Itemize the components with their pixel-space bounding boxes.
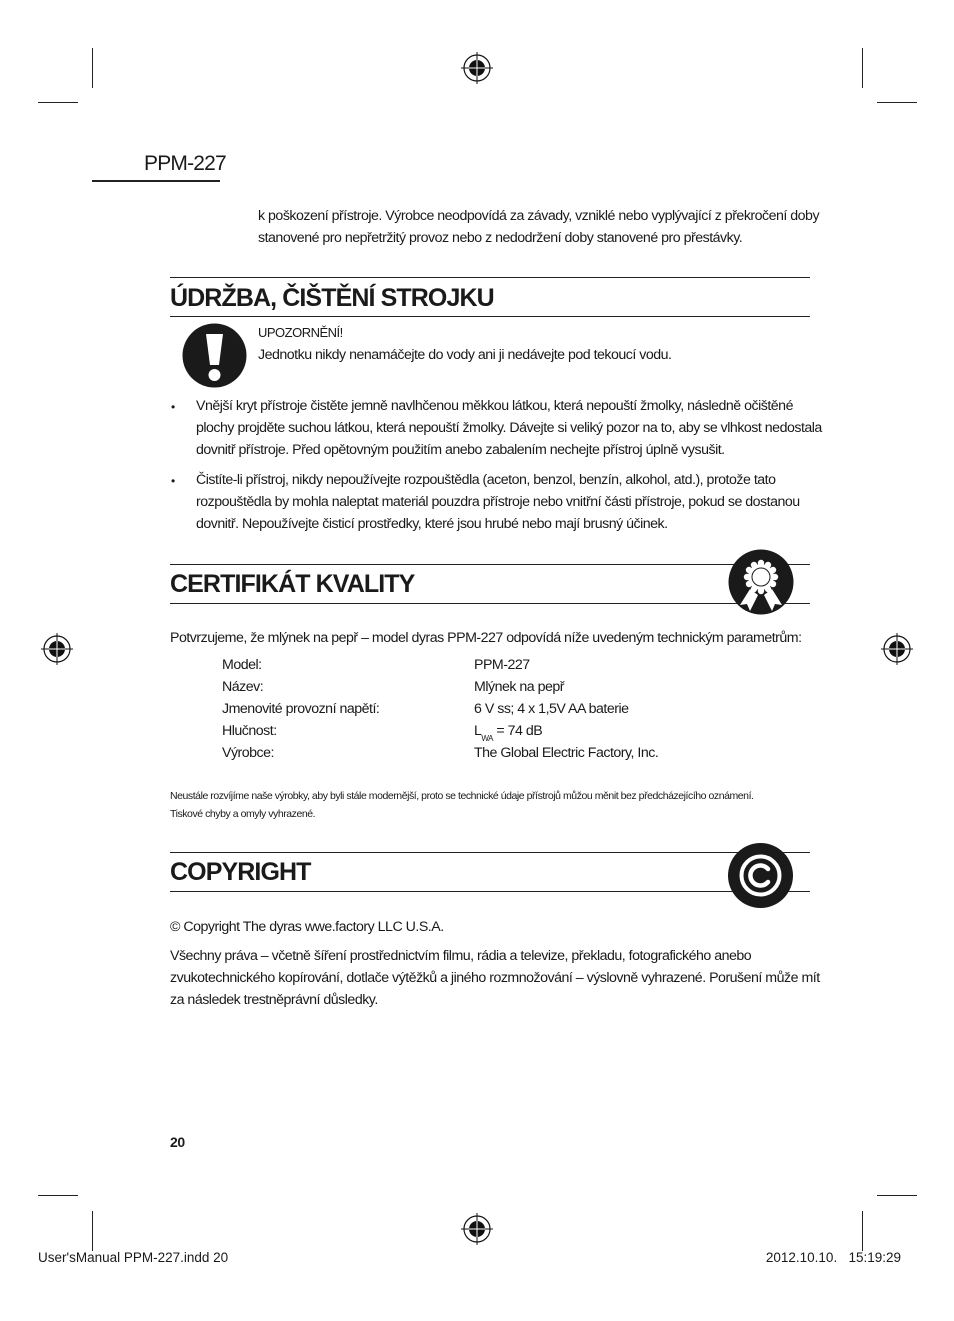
spec-value: Mlýnek na pepř bbox=[474, 679, 564, 695]
copyright-text-line: Všechny práva – včetně šíření prostřednictvím filmu, rádia a televize, překladu, fotografického anebo bbox=[170, 948, 752, 964]
bullet-symbol: • bbox=[171, 400, 176, 414]
section-rule bbox=[170, 277, 810, 278]
copyright-text bbox=[170, 945, 820, 1011]
section-title-copyright: COPYRIGHT bbox=[170, 858, 311, 886]
section-title-certificate: CERTIFIKÁT KVALITY bbox=[170, 570, 415, 598]
section-rule bbox=[170, 316, 810, 317]
copyright-text-line: zvukotechnického kopírování, dotlače výtěžků a jiného rozmnožování – výslovně vyhrazené. Porušení může mít bbox=[170, 970, 820, 986]
section-title-maintenance: ÚDRŽBA, ČIŠTĚNÍ STROJKU bbox=[170, 284, 494, 312]
slug-timestamp: 2012.10.10. 15:19:29 bbox=[765, 1250, 901, 1265]
spec-label: Jmenovité provozní napětí: bbox=[222, 701, 380, 717]
note-line: Neustále rozvíjíme naše výrobky, aby byli stále modernější, proto se technické údaje přístrojů můžou měnit bez předcházejícího oznámení. bbox=[170, 790, 754, 802]
list-item bbox=[196, 395, 822, 461]
section-rule bbox=[170, 852, 810, 853]
crop-mark bbox=[877, 102, 917, 103]
crop-mark bbox=[38, 1195, 78, 1196]
spec-label: Model: bbox=[222, 657, 262, 673]
crop-mark bbox=[862, 1211, 863, 1251]
copyright-line: © Copyright The dyras wwe.factory LLC U.S.A. bbox=[170, 919, 444, 935]
list-item-line: rozpouštědla by mohla naleptat materiál pouzdra přístroje nebo vnitřní části přístroje, pokud se dostanou bbox=[196, 494, 800, 510]
spec-label: Název: bbox=[222, 679, 264, 695]
spec-label: Výrobce: bbox=[222, 745, 274, 761]
spec-value: 6 V ss; 4 x 1,5V AA baterie bbox=[474, 701, 629, 717]
crop-mark bbox=[38, 102, 78, 103]
copyright-icon bbox=[728, 843, 793, 908]
crop-mark bbox=[92, 1211, 93, 1251]
note-line: Tiskové chyby a omyly vyhrazené. bbox=[170, 808, 316, 820]
slug-file-name: User'sManual PPM-227.indd 20 bbox=[38, 1250, 229, 1265]
intro-line: k poškození přístroje. Výrobce neodpovídá za závady, vzniklé nebo vyplývající z překročení doby bbox=[258, 208, 820, 224]
spec-value-noise bbox=[474, 723, 542, 741]
intro-paragraph bbox=[258, 205, 819, 249]
model-label: PPM-227 bbox=[144, 152, 226, 175]
noise-symbol: L bbox=[474, 723, 482, 739]
header-rule bbox=[92, 180, 220, 182]
section-rule bbox=[170, 564, 810, 565]
registration-mark-icon bbox=[41, 633, 73, 665]
list-item-line: Čistíte-li přístroj, nikdy nepoužívejte rozpouštědla (aceton, benzol, benzín, alkohol, atd.), protože tato bbox=[196, 472, 776, 488]
list-item-line: dovnitř přístroje. Před opětovným použitím anebo zabalením nechejte přístroj úplně vysušit. bbox=[196, 442, 725, 458]
registration-mark-icon bbox=[461, 52, 493, 84]
registration-mark-icon bbox=[881, 633, 913, 665]
section-rule bbox=[170, 891, 810, 892]
warning-text: Jednotku nikdy nenamáčejte do vody ani ji nedávejte pod tekoucí vodu. bbox=[258, 347, 672, 363]
intro-line: stanovené pro nepřetržitý provoz nebo z nedodržení doby stanovené pro přestávky. bbox=[258, 230, 743, 246]
bullet-symbol: • bbox=[171, 474, 176, 488]
list-item-line: dovnitř. Nepoužívejte čisticí prostředky, které jsou hrubé nebo mají brusný účinek. bbox=[196, 516, 668, 532]
page-number: 20 bbox=[170, 1134, 185, 1150]
copyright-text-line: za následek trestněprávní důsledky. bbox=[170, 992, 378, 1008]
exclamation-icon bbox=[182, 323, 247, 388]
crop-mark bbox=[862, 48, 863, 88]
warning-title: UPOZORNĚNÍ! bbox=[258, 325, 343, 340]
list-item-line: Vnější kryt přístroje čistěte jemně navlhčenou měkkou látkou, která nepouští žmolky, následně očištěné bbox=[196, 398, 793, 414]
spec-value: PPM-227 bbox=[474, 657, 530, 673]
list-item bbox=[196, 469, 800, 535]
crop-mark bbox=[92, 48, 93, 88]
spec-value: The Global Electric Factory, Inc. bbox=[474, 745, 659, 761]
spec-label: Hlučnost: bbox=[222, 723, 277, 739]
certificate-intro: Potvrzujeme, že mlýnek na pepř – model dyras PPM-227 odpovídá níže uvedeným technickým parametrům: bbox=[170, 630, 802, 646]
list-item-line: plochy projděte suchou látkou, která nepouští žmolky. Dávejte si veliký pozor na to, aby se vlhkost nedostala bbox=[196, 420, 822, 436]
rosette-icon bbox=[728, 549, 794, 615]
registration-mark-icon bbox=[461, 1213, 493, 1245]
section-rule bbox=[170, 603, 810, 604]
noise-subscript: WA bbox=[481, 733, 493, 743]
crop-mark bbox=[877, 1195, 917, 1196]
noise-value: = 74 dB bbox=[492, 723, 543, 739]
certificate-note bbox=[170, 787, 754, 823]
